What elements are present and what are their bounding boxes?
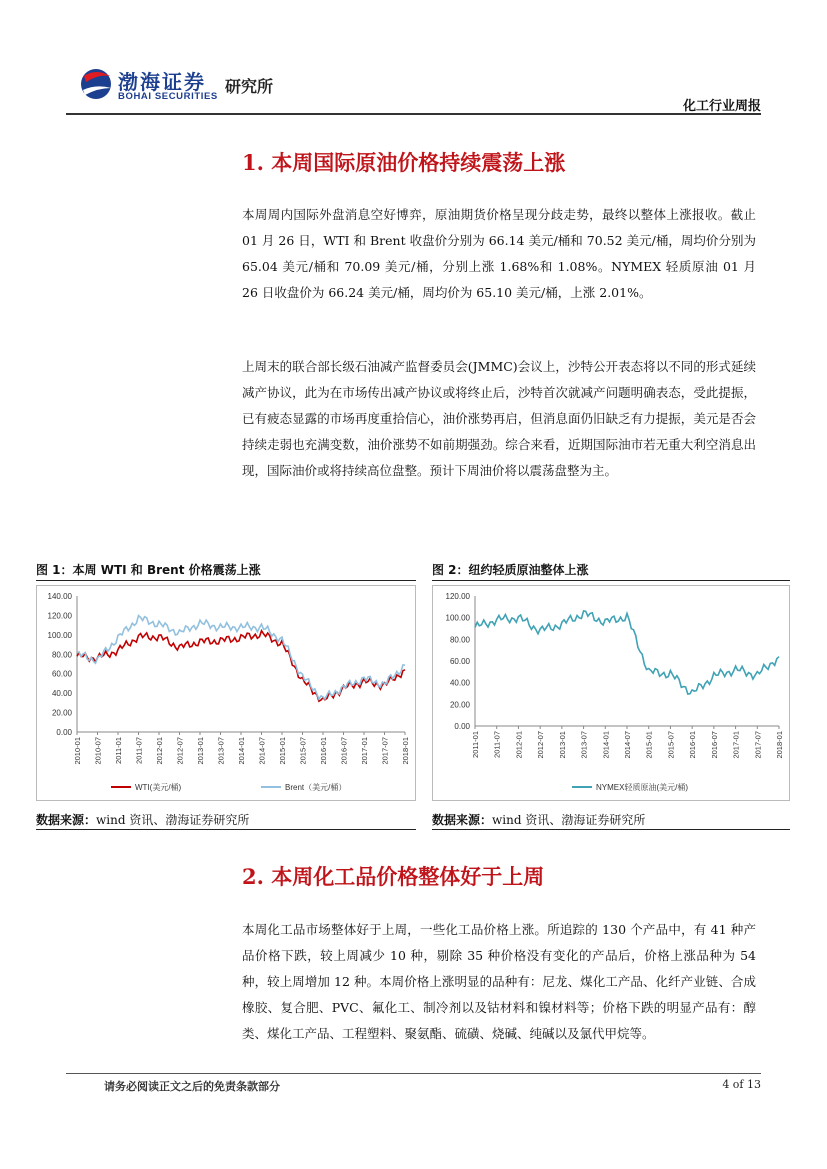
chart2-xtick-label: 2014-07 [623, 731, 632, 759]
chart2-ytick-label: 20.00 [449, 700, 470, 710]
chart1-xtick-label: 2017-07 [380, 737, 390, 765]
chart2-ytick-label: 0.00 [454, 722, 470, 731]
chart1-xtick-label: 2010-07 [93, 737, 103, 765]
chart1-ytick-label: 140.00 [47, 592, 72, 601]
chart2-xtick-label: 2012-07 [536, 731, 546, 759]
figure2-source-label: 数据来源： [432, 813, 493, 827]
chart1-xtick-label: 2011-01 [114, 737, 123, 764]
chart1-xtick-label: 2011-07 [134, 737, 144, 764]
figure2-title: 图 2：纽约轻质原油整体上涨 [432, 563, 589, 577]
wti-brent-chart [37, 586, 415, 800]
chart2-xtick-label: 2017-01 [731, 731, 741, 759]
figure2-chart [432, 585, 790, 801]
chart1-series-line-1 [77, 616, 405, 700]
chart2-legend-label-0: NYMEX轻质原油(美元/桶) [596, 783, 688, 792]
chart1-ytick-label: 60.00 [51, 669, 72, 679]
chart1-xtick-label: 2017-01 [360, 737, 369, 765]
section1-paragraph-1: 本周周内国际外盘消息空好博弈，原油期货价格呈现分歧走势，最终以整体上涨报收。截止 01 月 26 日，WTI 和 Brent 收盘价分别为 66.14 美元/桶和 70.52 美元/桶，周均价分别为 65.04 美元/桶和 70.09 美元/桶，分别上涨 1.68%和 1.08%。NYMEX 轻质原油 01 月 26 日收盘价为 66.24 美元/桶，周均价为 65.10 美元/桶，上涨 2.01%。 [242, 207, 756, 300]
section1-paragraph-2: 上周末的联合部长级石油减产监督委员会(JMMC)会议上，沙特公开表态将以不同的形式延续减产协议，此为在市场传出减产协议或将终止后，沙特首次就减产问题明确表态，受此提振，已有疲态显露的市场再度重拾信心，油价涨势再启，但消息面仍旧缺乏有力提振，美元是否会持续走弱也充满变数，油价涨势不如前期强劲。综合来看，近期国际油市若无重大利空消息出现，国际油价或将持续高位盘整。预计下周油价将以震荡盘整为主。 [242, 359, 756, 478]
chart1-xtick-label: 2016-07 [339, 737, 349, 765]
figure1-source-text: wind 资讯、渤海证券研究所 [96, 813, 250, 827]
section2-paragraph-1: 本周化工品市场整体好于上周，一些化工品价格上涨。所追踪的 130 个产品中，有 41 种产品价格下跌，较上周减少 10 种，剔除 35 种价格没有变化的产品后，价格上涨品种为 54 种，较上周增加 12 种。本周价格上涨明显的品种有：尼龙、煤化工产品、化纤产业链、合成橡胶、复合肥、PVC、氟化工、制冷剂以及钴材料和镍材料等；价格下跌的明显产品有：醇类、煤化工产品、工程塑料、聚氨酯、硫磺、烧碱、纯碱以及氯代甲烷等。 [242, 922, 756, 1041]
chart1-legend-label-1: Brent（美元/桶） [285, 783, 347, 792]
footer-disclaimer: 请务必阅读正文之后的免责条款部分 [104, 1080, 280, 1093]
chart2-ytick-label: 120.00 [445, 592, 470, 601]
bohai-logo-icon [80, 64, 114, 104]
header-divider [66, 113, 761, 115]
chart2-xtick-label: 2013-07 [579, 731, 589, 759]
chart2-xtick-label: 2018-01 [775, 731, 784, 759]
figure1-source-label: 数据来源： [36, 813, 97, 827]
chart1-ytick-label: 120.00 [47, 611, 72, 621]
chart1-xtick-label: 2010-01 [73, 737, 82, 765]
page-number: 4 of 13 [722, 1078, 761, 1091]
chart2-ytick-label: 60.00 [449, 657, 470, 666]
report-type: 化工行业周报 [682, 99, 761, 114]
chart2-xtick-label: 2016-01 [688, 731, 698, 759]
chart2-ytick-label: 40.00 [449, 678, 470, 688]
chart2-ytick-label: 100.00 [445, 613, 470, 623]
chart2-xtick-label: 2016-07 [709, 731, 719, 759]
figure1-source-rule [36, 829, 416, 830]
chart1-ytick-label: 0.00 [56, 728, 72, 737]
chart1-ytick-label: 100.00 [47, 630, 72, 640]
chart1-ytick-label: 80.00 [51, 650, 72, 660]
figure2-source [432, 811, 645, 828]
institute-name: 研究所 [225, 77, 274, 96]
figure1-chart [36, 585, 416, 801]
chart2-xtick-label: 2014-01 [601, 731, 611, 759]
figure1-title: 图 1：本周 WTI 和 Brent 价格震荡上涨 [36, 563, 261, 577]
figure2-source-text: wind 资讯、渤海证券研究所 [492, 813, 646, 827]
chart1-xtick-label: 2012-07 [175, 737, 185, 765]
chart2-xtick-label: 2011-07 [492, 731, 502, 758]
nymex-chart [433, 586, 789, 800]
chart1-ytick-label: 20.00 [51, 708, 72, 718]
chart2-xtick-label: 2012-01 [514, 731, 524, 759]
footer-divider [66, 1073, 761, 1074]
chart1-ytick-label: 40.00 [51, 689, 72, 699]
chart1-xtick-label: 2018-01 [401, 737, 410, 765]
logo-english-name: BOHAI SECURITIES [118, 91, 218, 102]
chart1-xtick-label: 2013-07 [216, 737, 226, 765]
chart1-xtick-label: 2016-01 [319, 737, 328, 765]
company-logo [80, 64, 290, 106]
chart2-xtick-label: 2015-01 [644, 731, 654, 759]
chart2-xtick-label: 2017-07 [753, 731, 763, 759]
chart2-xtick-label: 2013-01 [557, 731, 567, 759]
logo-chinese-name: 渤海证券 [118, 70, 206, 94]
chart1-xtick-label: 2013-01 [196, 737, 205, 765]
section1-title: 1. 本周国际原油价格持续震荡上涨 [242, 150, 566, 175]
chart1-series-line-0 [77, 631, 405, 702]
figure2-source-rule [432, 829, 790, 830]
chart1-xtick-label: 2014-01 [237, 737, 246, 765]
chart1-xtick-label: 2014-07 [257, 737, 267, 765]
chart2-xtick-label: 2011-01 [471, 731, 480, 758]
chart2-ytick-label: 80.00 [449, 635, 470, 645]
figure1-source [36, 811, 249, 828]
section2-title: 2. 本周化工品价格整体好于上周 [242, 864, 545, 889]
figure1-title-rule [36, 580, 416, 581]
figure2-title-rule [432, 580, 790, 581]
chart1-xtick-label: 2015-01 [278, 737, 287, 765]
chart2-xtick-label: 2015-07 [666, 731, 676, 759]
chart1-xtick-label: 2015-07 [298, 737, 308, 765]
chart1-xtick-label: 2012-01 [155, 737, 164, 765]
chart2-series-line-0 [475, 611, 779, 694]
chart1-legend-label-0: WTI(美元/桶) [135, 783, 182, 792]
